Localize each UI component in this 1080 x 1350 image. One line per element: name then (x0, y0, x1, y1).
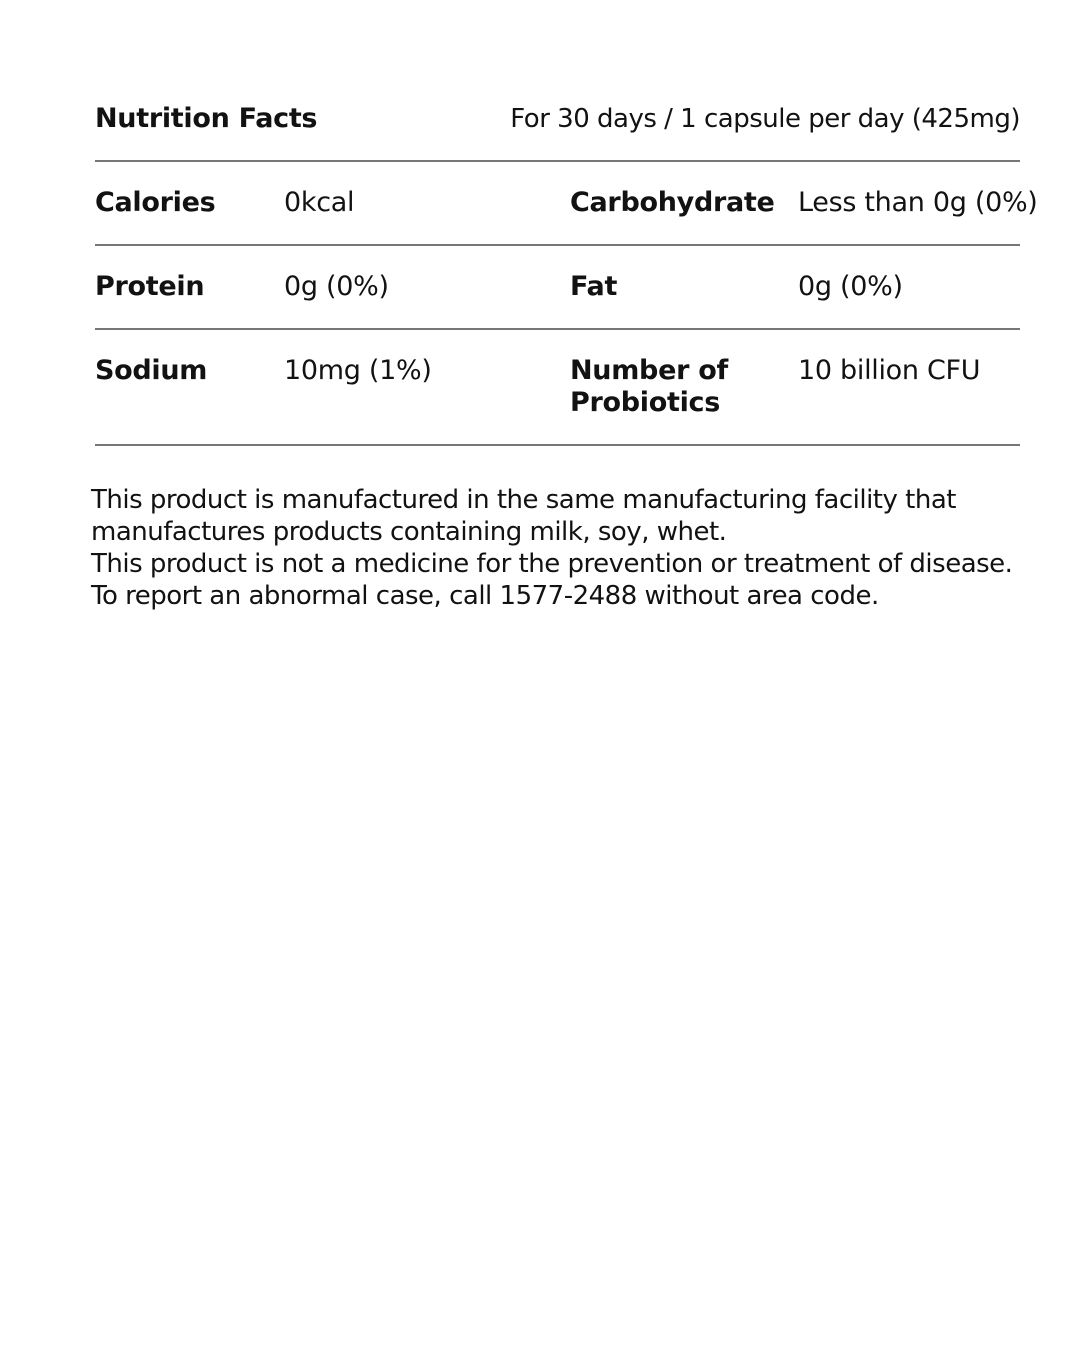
table-row-sodium-probiotics (95, 330, 1020, 446)
nutrition-label (0, 0, 1038, 612)
disclaimer-line: manufactures products containing milk, soy, whet. (91, 517, 727, 547)
nutrient-name-protein: Protein (95, 271, 205, 302)
disclaimer-line: This product is not a medicine for the prevention or treatment of disease. (91, 549, 1013, 579)
nutrient-name-carbohydrate: Carbohydrate (570, 187, 775, 218)
nutrient-value-probiotics: 10 billion CFU (798, 355, 981, 386)
label-header (95, 103, 1020, 134)
table-row-protein-fat (95, 246, 1020, 330)
nutrient-value-sodium: 10mg (1%) (284, 355, 432, 386)
nutrient-name-sodium: Sodium (95, 355, 208, 386)
table-row-calories-carbohydrate (95, 162, 1038, 246)
nutrient-name-calories: Calories (95, 187, 216, 218)
disclaimer-line: This product is manufactured in the same manufacturing facility that (91, 485, 956, 515)
nutrient-value-carbohydrate: Less than 0g (0%) (798, 187, 1038, 218)
nutrition-table (95, 160, 1038, 446)
serving-info: For 30 days / 1 capsule per day (425mg) (510, 104, 1020, 134)
nutrient-value-calories: 0kcal (284, 187, 355, 218)
disclaimer-line: To report an abnormal case, call 1577-2488 without area code. (91, 581, 879, 611)
nutrient-value-fat: 0g (0%) (798, 271, 903, 302)
disclaimer (91, 484, 1020, 612)
label-title: Nutrition Facts (95, 103, 318, 134)
nutrient-value-protein: 0g (0%) (284, 271, 389, 302)
nutrient-name-probiotics: Number of Probiotics (570, 355, 728, 418)
nutrient-name-fat: Fat (570, 271, 618, 302)
